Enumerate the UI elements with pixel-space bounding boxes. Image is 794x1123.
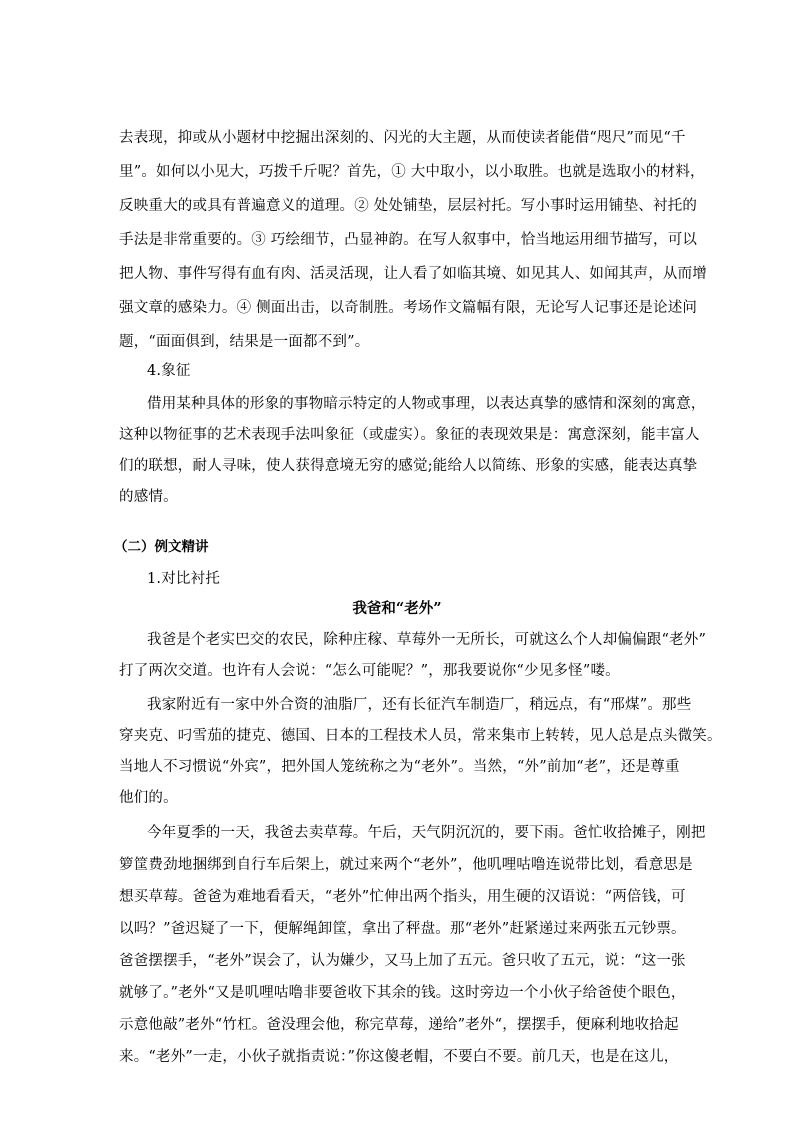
paragraph-line: 我家附近有一家中外合资的油脂厂，还有长征汽车制造厂，稍远点，有“邢煤”。那些 (147, 697, 692, 713)
paragraph-line: 就够了。”老外“又是叽哩咕噜非要爸收下其余的钱。这时旁边一个小伙子给爸使个眼色， (119, 985, 686, 1001)
paragraph-line: 来。“老外”一走，小伙子就指责说：”你这傻老帽，不要白不要。前几天，也是在这儿， (119, 1049, 679, 1065)
paragraph-line: 今年夏季的一天，我爸去卖草莓。午后，天气阴沉沉的，要下雨。爸忙收拾摊子，刚把 (147, 825, 706, 841)
subsection-heading-contrast: 1.对比衬托 (147, 571, 221, 587)
paragraph-line: 手法是非常重要的。③ 巧绘细节，凸显神韵。在写人叙事中，恰当地运用细节描写，可以 (119, 232, 698, 248)
paragraph-line: 想买草莓。爸爸为难地看看天，“老外”忙伸出两个指头，用生硬的汉语说：“两倍钱，可 (119, 889, 686, 905)
paragraph-line: 他们的。 (119, 790, 178, 806)
paragraph-line: 示意他敲”老外“竹杠。爸没理会他，称完草莓，递给”老外“，摆摆手，便麻利地收拾起 (119, 1017, 679, 1033)
paragraph-line: 穿夹克、叼雪茄的捷克、德国、日本的工程技术人员，常来集市上转转，见人总是点头微笑。 (119, 728, 722, 744)
section-heading-symbolism: 4.象征 (147, 363, 191, 379)
paragraph-line: 去表现，抑或从小题材中挖掘出深刻的、闪光的大主题，从而使读者能借“咫尺”而见“千 (119, 130, 686, 146)
paragraph-line: 这种以物征事的艺术表现手法叫象征（或虚实）。象征的表现效果是：寓意深刻，能丰富人 (119, 427, 700, 443)
section-heading-example: （二）例文精讲 (114, 539, 209, 555)
paragraph-line: 爸爸摆摆手，“老外”误会了，认为嫌少，又马上加了五元。爸只收了五元，说：“这一张 (119, 953, 686, 969)
paragraph-line: 以吗？”爸迟疑了一下，便解绳卸筐，拿出了秤盘。那“老外”赶紧递过来两张五元钞票。 (119, 921, 686, 937)
paragraph-line: 借用某种具体的形象的事物暗示特定的人物或事理，以表达真挚的感情和深刻的寓意， (147, 396, 706, 412)
paragraph-line: 反映重大的或具有普遍意义的道理。② 处处铺垫，层层衬托。写小事时运用铺垫、衬托的 (119, 198, 698, 214)
paragraph-line: 的感情。 (119, 489, 178, 505)
paragraph-line: 箩筐费劲地捆绑到自行车后架上，就过来两个“老外”，他叽哩咕噜连说带比划，看意思是 (119, 857, 693, 873)
paragraph-line: 打了两次交道。也许有人会说：“怎么可能呢？”，那我要说你“少见多怪”喽。 (119, 663, 620, 679)
paragraph-line: 们的联想，耐人寻味，使人获得意境无穷的感觉;能给人以简练、形象的实感，能表达真挚 (119, 458, 698, 474)
paragraph-line: 把人物、事件写得有血有肉、活灵活现，让人看了如临其境、如见其人、如闻其声，从而增 (119, 266, 707, 282)
paragraph-line: 题，“面面俱到，结果是一面都不到”。 (119, 334, 370, 350)
paragraph-line: 当地人不习惯说“外宾”，把外国人笼统称之为“老外”。当然，“外”前加“老”，还是尊重 (119, 759, 680, 775)
paragraph-line: 我爸是个老实巴交的农民，除种庄稼、草莓外一无所长，可就这么个人却偏偏跟“老外” (147, 632, 707, 648)
paragraph-line: 强文章的感染力。④ 侧面出击，以奇制胜。考场作文篇幅有限，无论写人记事还是论述问 (119, 300, 698, 316)
paragraph-line: 里”。如何以小见大，巧拨千斤呢？首先，① 大中取小，以小取胜。也就是选取小的材料， (119, 164, 705, 180)
article-title: 我爸和“老外” (352, 600, 442, 617)
